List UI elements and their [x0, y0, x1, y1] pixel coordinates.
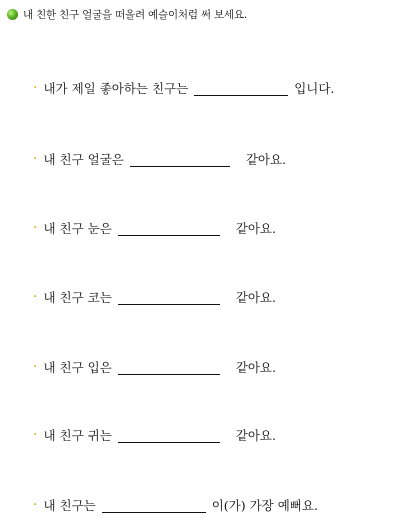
sentence-line-prettiest — [33, 494, 318, 516]
sentence-line-eyes — [33, 217, 276, 239]
bullet-icon: · — [33, 497, 38, 513]
sentence-line-best-friend — [33, 77, 334, 99]
sentence-prefix: 내 친구 입은 — [43, 360, 112, 375]
fill-in-blank[interactable] — [130, 154, 230, 167]
sentence-prefix: 내 친구 코는 — [43, 290, 112, 305]
bullet-icon: · — [33, 359, 38, 375]
fill-in-blank[interactable] — [118, 223, 220, 236]
sentence-prefix: 내가 제일 좋아하는 친구는 — [43, 81, 189, 96]
sentence-prefix: 내 친구 얼굴은 — [43, 152, 124, 167]
fill-in-blank[interactable] — [118, 292, 220, 305]
sentence-prefix: 내 친구 눈은 — [43, 221, 112, 236]
instruction-header — [7, 6, 247, 22]
bullet-icon: · — [33, 151, 38, 167]
bullet-icon: · — [33, 80, 38, 96]
fill-in-blank[interactable] — [118, 362, 220, 375]
sentence-prefix: 내 친구 귀는 — [43, 428, 112, 443]
sentence-line-face — [33, 148, 286, 170]
sentence-suffix: 입니다. — [294, 81, 335, 96]
sentence-prefix: 내 친구는 — [43, 498, 96, 513]
sentence-suffix: 같아요. — [235, 428, 276, 443]
sentence-suffix: 같아요. — [235, 290, 276, 305]
bullet-icon: · — [33, 289, 38, 305]
bullet-icon: · — [33, 220, 38, 236]
sentence-suffix: 같아요. — [235, 360, 276, 375]
sentence-suffix: 이(가) 가장 예뻐요. — [211, 498, 318, 513]
sentence-suffix: 같아요. — [245, 152, 287, 167]
green-ball-icon — [7, 9, 18, 20]
sentence-line-ears — [33, 424, 276, 446]
instruction-text: 내 친한 친구 얼굴을 떠올려 예슬이처럼 써 보세요. — [23, 8, 247, 21]
fill-in-blank[interactable] — [102, 500, 206, 513]
sentence-line-mouth — [33, 356, 276, 378]
bullet-icon: · — [33, 427, 38, 443]
sentence-line-nose — [33, 286, 276, 308]
fill-in-blank[interactable] — [194, 83, 288, 96]
sentence-suffix: 같아요. — [235, 221, 276, 236]
fill-in-blank[interactable] — [118, 430, 220, 443]
